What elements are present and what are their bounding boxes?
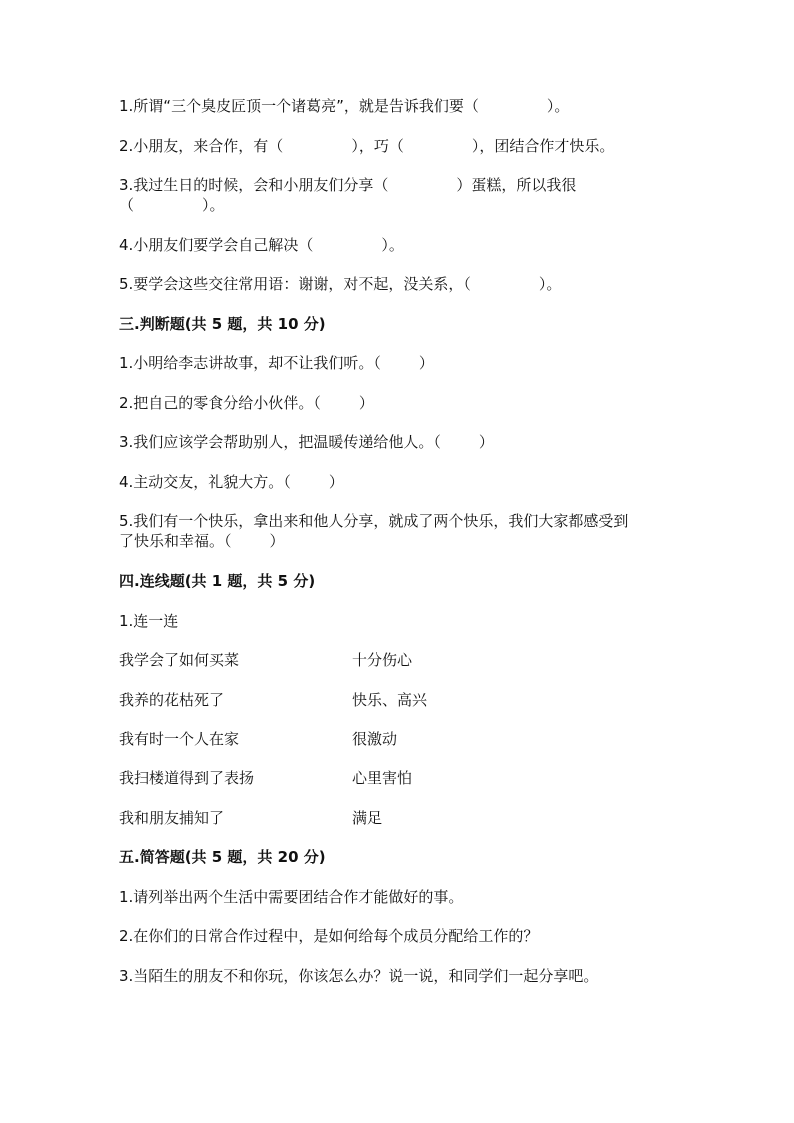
question-text: ）。: [538, 275, 562, 293]
match-right-item[interactable]: 心里害怕: [352, 769, 413, 787]
fill-question-4: [119, 235, 404, 255]
judge-question-5-line-1: 5.我们有一个快乐，拿出来和他人分享，就成了两个快乐，我们大家都感受到: [119, 512, 629, 530]
match-left-item[interactable]: 我扫楼道得到了表扬: [119, 769, 255, 787]
judge-question-5-line-2: [119, 531, 285, 551]
short-question-2: 2.在你们的日常合作过程中，是如何给每个成员分配给工作的？: [119, 927, 539, 945]
fill-question-3-line-1: [119, 175, 576, 195]
question-text: ）: [418, 354, 434, 372]
question-text: ）: [269, 532, 285, 550]
question-text: ），团结合作才快乐。: [471, 137, 615, 155]
question-text: 1.小明给李志讲故事，却不让我们听。（: [119, 354, 381, 372]
section-heading-judge: 三.判断题(共 5 题，共 10 分): [119, 315, 326, 333]
match-right-item[interactable]: 快乐、高兴: [352, 691, 428, 709]
question-text: 5.要学会这些交往常用语：谢谢，对不起，没关系，（: [119, 275, 471, 293]
matching-prompt: 1.连一连: [119, 612, 179, 630]
fill-question-3-line-2: [119, 195, 225, 215]
match-left-item[interactable]: 我养的花枯死了: [119, 691, 225, 709]
fill-question-2: [119, 136, 614, 156]
short-question-3: 3.当陌生的朋友不和你玩，你该怎么办？说一说，和同学们一起分享吧。: [119, 967, 599, 985]
match-right-item[interactable]: 十分伤心: [352, 651, 413, 669]
question-text: ）: [478, 433, 494, 451]
section-heading-matching: 四.连线题(共 1 题，共 5 分): [119, 572, 316, 590]
match-right-item[interactable]: 满足: [352, 809, 383, 827]
fill-question-1: [119, 96, 569, 116]
question-text: 1.所谓“三个臭皮匠顶一个诸葛亮”，就是告诉我们要（: [119, 97, 479, 115]
question-text: 3.我们应该学会帮助别人，把温暖传递给他人。（: [119, 433, 441, 451]
question-text: 4.小朋友们要学会自己解决（: [119, 236, 314, 254]
question-text: 了快乐和幸福。（: [119, 532, 232, 550]
short-question-1: 1.请列举出两个生活中需要团结合作才能做好的事。: [119, 888, 464, 906]
question-text: 2.把自己的零食分给小伙伴。（: [119, 394, 321, 412]
question-text: 3.我过生日的时候，会和小朋友们分享（: [119, 176, 389, 194]
judge-question-4: [119, 472, 344, 492]
question-text: 2.小朋友，来合作，有（: [119, 137, 284, 155]
section-heading-short-answer: 五.简答题(共 5 题，共 20 分): [119, 848, 326, 866]
question-text: （: [119, 196, 135, 214]
question-text: ），巧（: [351, 137, 404, 155]
match-left-item[interactable]: 我和朋友捕知了: [119, 809, 225, 827]
match-left-item[interactable]: 我学会了如何买菜: [119, 651, 240, 669]
question-text: ）蛋糕，所以我很: [456, 176, 577, 194]
judge-question-3: [119, 432, 494, 452]
fill-question-5: [119, 274, 561, 294]
judge-question-2: [119, 393, 374, 413]
match-left-item[interactable]: 我有时一个人在家: [119, 730, 240, 748]
question-text: ）。: [546, 97, 570, 115]
question-text: 4.主动交友，礼貌大方。（: [119, 473, 291, 491]
judge-question-1: [119, 353, 434, 373]
match-right-item[interactable]: 很激动: [352, 730, 398, 748]
question-text: ）。: [381, 236, 404, 254]
question-text: ）: [358, 394, 374, 412]
question-text: ）。: [202, 196, 225, 214]
question-text: ）: [328, 473, 344, 491]
